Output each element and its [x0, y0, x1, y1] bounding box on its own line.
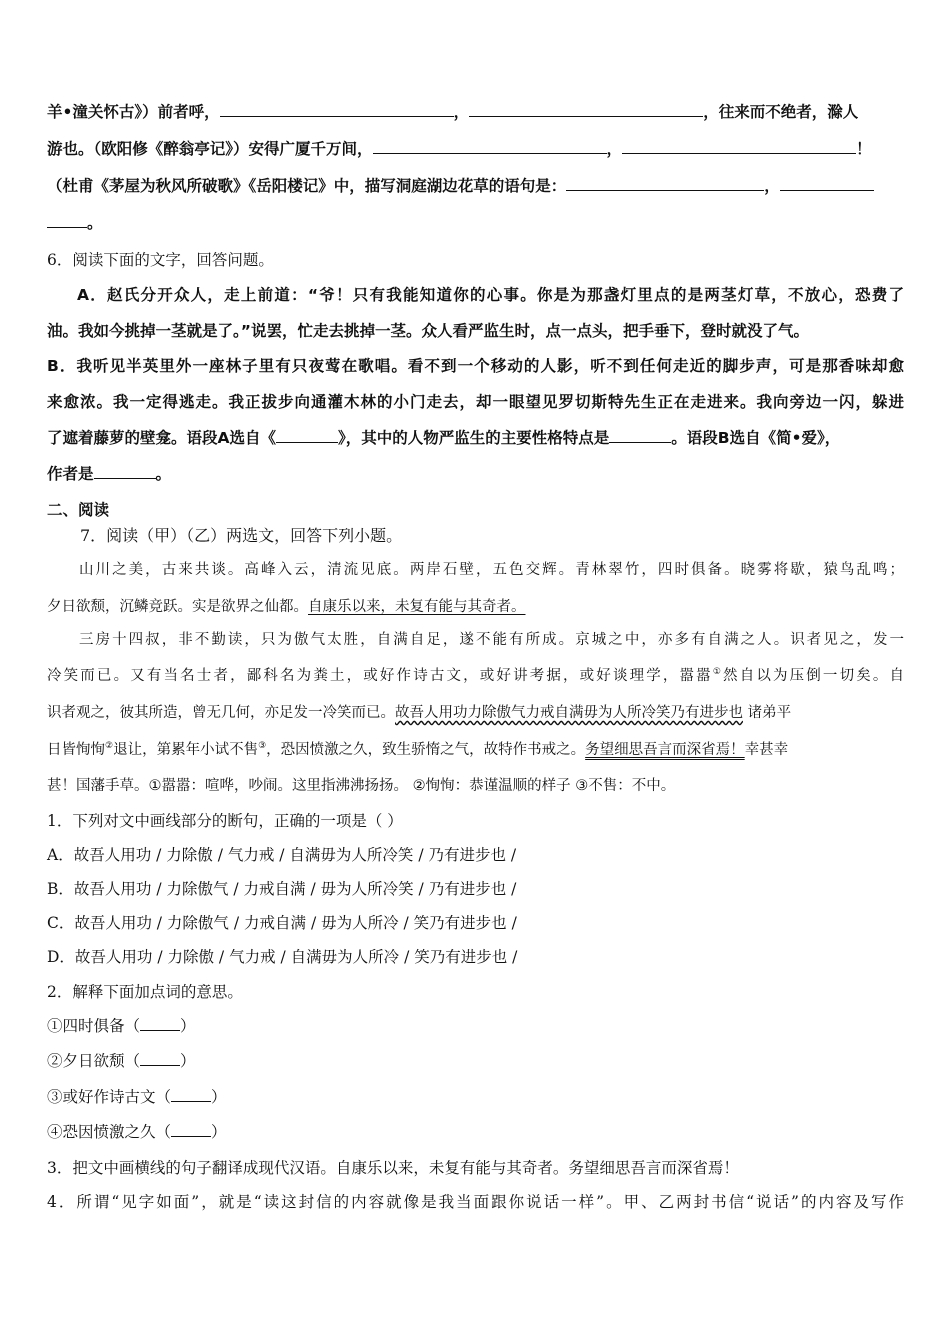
- q7-jia2-text: 夕日欲颓，沉鳞竞跃。实是欲界之仙都。: [47, 599, 308, 615]
- q5-sep: ，: [453, 102, 470, 121]
- item-number: ③: [47, 1088, 63, 1106]
- q5-line4-end: 。: [87, 213, 103, 232]
- q7-yi3-text-b: 诸弟平: [747, 705, 792, 721]
- q7-yi4-text-c: ，恐因愤激之久，致生骄惰之气，故特作书戒之。: [266, 742, 586, 758]
- footnote-mark: ②: [105, 741, 114, 752]
- q6-b3-text-c: 。语段B选自《简•爱》，: [671, 429, 841, 447]
- q7-yi2-text-b: 然自以为压倒一切矣。自: [723, 668, 905, 684]
- q6-passage-b-line1: B．我听见半英里外一座林子里有只夜莺在歌唱。看不到一个移动的人影，听不到任何走近的脚步声，可是那香味却愈: [47, 357, 904, 375]
- q6-b4-text-b: 。: [155, 465, 172, 483]
- q6-passage-b-line3: [47, 428, 840, 448]
- sub1-option-b[interactable]: B．故吾人用功 / 力除傲气 / 力戒自满 / 毋为人所冷笑 / 乃有进步也 /: [47, 880, 517, 898]
- q5-line-4: [47, 213, 103, 233]
- q7-yi3-text-a: 识者观之，彼其所造，曾无几何，亦足发一冷笑而已。: [47, 705, 395, 721]
- q6-b3-text-a: 了遮着藤萝的壁龛。语段A选自《: [47, 429, 276, 447]
- q7-jia-line1: 山川之美，古来共谈。高峰入云，清流见底。两岸石壁，五色交辉。青林翠竹，四时俱备。晓雾将歇，猿鸟乱鸣；: [79, 562, 904, 578]
- q5-sep: ，: [606, 139, 623, 158]
- q6-passage-b-line2: 来愈浓。我一定得逃走。我正拔步向通灌木林的小门走去，却一眼望见罗切斯特先生正在走进来。我向旁边一闪，躲进: [47, 393, 904, 411]
- q5-line2-start: 游也。（欧阳修《醉翁亭记》）安得广厦千万间，: [47, 139, 373, 158]
- q5-line1-end: ，往来而不绝者，滁人: [703, 102, 859, 121]
- q5-line-1: [47, 102, 858, 122]
- q7-yi3-wavy-underlined: 故吾人用功力除傲气力戒自满毋为人所冷笑乃有进步也: [395, 705, 743, 721]
- q7-yi4-text-d: 幸甚幸: [744, 742, 789, 758]
- sub1-option-c[interactable]: C．故吾人用功 / 力除傲气 / 力戒自满 / 毋为人所冷 / 笑乃有进步也 /: [47, 914, 517, 932]
- q7-title: 7．阅读（甲）（乙）两选文，回答下列小题。: [80, 526, 403, 545]
- sub2-item-3: [47, 1087, 227, 1107]
- q5-sep: ，: [764, 176, 780, 195]
- item-text: 四时俱备（: [62, 1017, 141, 1035]
- sub2-item-2: [47, 1051, 196, 1071]
- item-text: 或好作诗古文（: [62, 1088, 172, 1106]
- q5-line3-start: （杜甫《茅屋为秋风所破歌》《岳阳楼记》中，描写洞庭湖边花草的语句是：: [47, 176, 567, 195]
- q7-yi-line1: 三房十四叔，非不勤读，只为傲气太胜，自满自足，遂不能有所成。京城之中，亦多有自满之人。识者见之，发一: [79, 632, 904, 648]
- answer-blank[interactable]: [47, 213, 87, 228]
- item-end: ）: [211, 1088, 227, 1106]
- sub2-item-1: [47, 1016, 196, 1036]
- item-number: ④: [47, 1123, 63, 1141]
- footnote-mark: ①: [712, 667, 724, 678]
- q7-jia-line2: [47, 597, 526, 617]
- q6-b4-text-a: 作者是: [47, 465, 94, 483]
- sub4-title: 4．所谓“见字如面”，就是“读这封信的内容就像是我当面跟你说话一样”。甲、乙两封书信“说话”的内容及写作: [47, 1193, 904, 1211]
- item-number: ②: [47, 1052, 63, 1070]
- answer-blank[interactable]: [94, 464, 156, 479]
- q7-yi-line4: [47, 740, 788, 760]
- answer-blank[interactable]: [622, 139, 856, 154]
- item-end: ）: [180, 1052, 196, 1070]
- q6-passage-a-line1: A．赵氏分开众人，走上前道：“爷！只有我能知道你的心事。你是为那盏灯里点的是两茎灯草，不放心，恐费了: [77, 286, 904, 304]
- answer-blank[interactable]: [140, 1016, 180, 1031]
- answer-blank[interactable]: [373, 139, 607, 154]
- sub1-option-a[interactable]: A．故吾人用功 / 力除傲 / 气力戒 / 自满毋为人所冷笑 / 乃有进步也 /: [47, 846, 517, 864]
- q5-line-3: [47, 176, 874, 196]
- sub2-item-4: [47, 1122, 227, 1142]
- answer-blank[interactable]: [140, 1051, 180, 1066]
- answer-blank[interactable]: [171, 1122, 211, 1137]
- item-number: ①: [47, 1017, 63, 1035]
- sub1-title: 1．下列对文中画线部分的断句，正确的一项是（ ）: [47, 812, 403, 830]
- sub1-option-d[interactable]: D．故吾人用功 / 力除傲 / 气力戒 / 自满毋为人所冷 / 笑乃有进步也 /: [47, 948, 518, 966]
- q7-yi4-text-b: 退让，第累年小试不售: [113, 742, 259, 758]
- answer-blank[interactable]: [566, 176, 764, 191]
- q5-line-2: [47, 139, 872, 159]
- q6-passage-b-line4: [47, 464, 171, 484]
- answer-blank[interactable]: [469, 102, 703, 117]
- q5-line2-end: ！: [856, 139, 872, 158]
- sub2-title: 2．解释下面加点词的意思。: [47, 983, 243, 1001]
- q6-b3-text-b: 》，其中的人物严监生的主要性格特点是: [338, 429, 610, 447]
- item-end: ）: [211, 1123, 227, 1141]
- q7-yi-line5-footnotes: 甚！国藩手草。①嚣嚣：喧哗，吵闹。这里指沸沸扬扬。 ②恂恂：恭谨温顺的样子 ③不售：不中。: [47, 778, 676, 794]
- section-2-title: 二、阅读: [47, 500, 110, 519]
- q7-yi-line3: [47, 703, 791, 723]
- q7-yi4-underlined: 务望细思吾言而深省焉！: [585, 742, 745, 758]
- q5-line1-start: 羊•潼关怀古》）前者呼，: [47, 102, 220, 121]
- footnote-mark: ③: [258, 741, 267, 752]
- q7-jia2-underlined: 自康乐以来，未复有能与其奇者。: [308, 599, 526, 615]
- q7-yi4-text-a: 日皆恂恂: [47, 742, 105, 758]
- sub3-title: 3．把文中画横线的句子翻译成现代汉语。自康乐以来，未复有能与其奇者。务望细思吾言而深省焉！: [47, 1159, 739, 1177]
- q6-title: 6．阅读下面的文字，回答问题。: [47, 251, 274, 269]
- answer-blank[interactable]: [609, 428, 671, 443]
- answer-blank[interactable]: [171, 1087, 211, 1102]
- q6-passage-a-line2: 油。我如今挑掉一茎就是了。”说罢，忙走去挑掉一茎。众人看严监生时，点一点头，把手垂下，登时就没了气。: [47, 322, 809, 340]
- item-text: 夕日欲颓（: [62, 1052, 141, 1070]
- item-text: 恐因愤激之久（: [62, 1123, 172, 1141]
- answer-blank[interactable]: [220, 102, 454, 117]
- q7-yi-line2: [47, 666, 904, 686]
- answer-blank[interactable]: [276, 428, 338, 443]
- q7-yi2-text-a: 冷笑而已。又有当名士者，鄙科名为粪土，或好作诗古文，或好讲考据，或好谈理学，嚣嚣: [47, 668, 713, 684]
- answer-blank[interactable]: [780, 176, 874, 191]
- item-end: ）: [180, 1017, 196, 1035]
